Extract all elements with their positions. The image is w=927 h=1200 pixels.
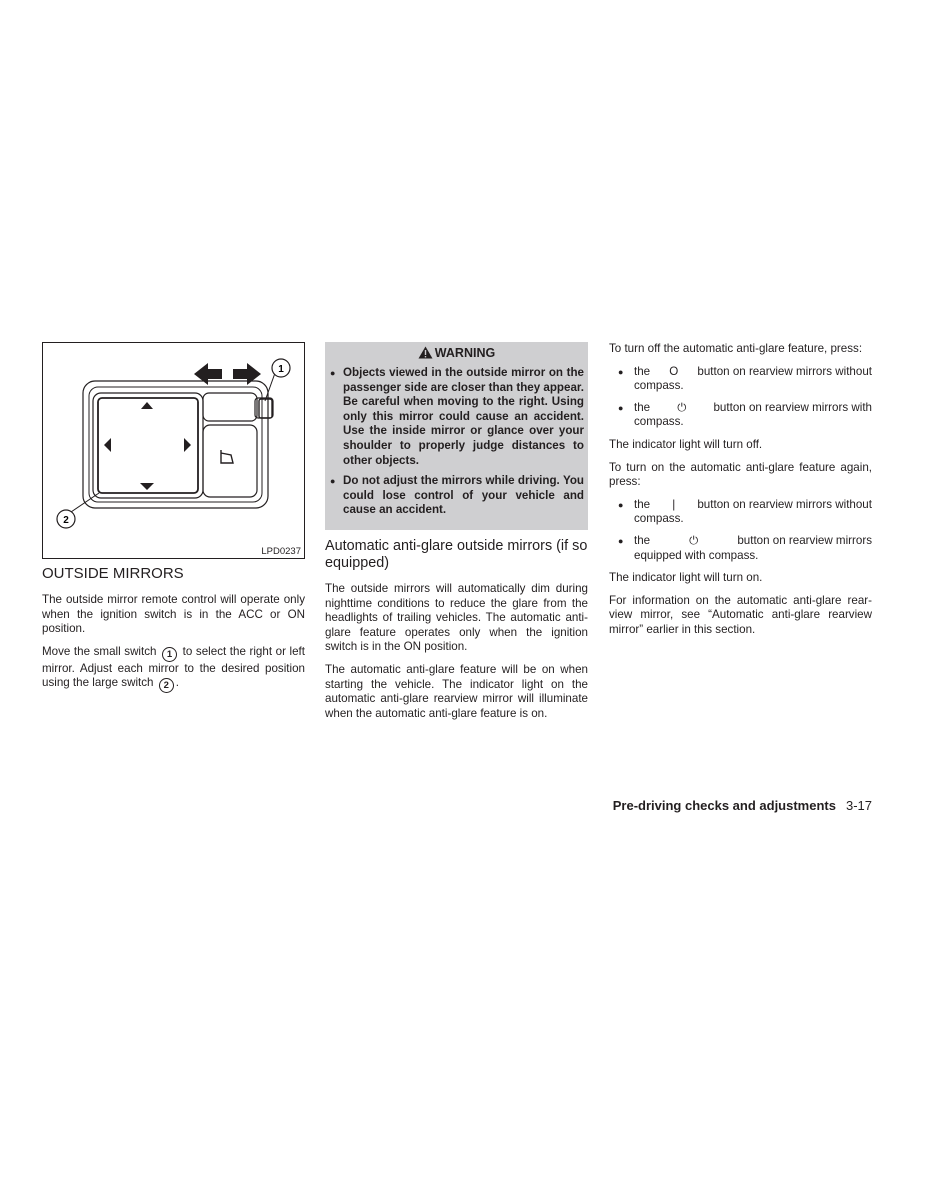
turn-off-item: ● the O button on rearview mirrors without compass. (609, 365, 872, 394)
warning-list (329, 366, 584, 518)
section-heading: OUTSIDE MIRRORS (42, 565, 184, 582)
column-left (42, 342, 305, 701)
power-button-icon: ⏻ (689, 533, 699, 547)
turn-on-item: ● the ⏻ button on rearview mirrors equipped with compass. (609, 534, 872, 563)
callout-ref-2: 2 (159, 678, 174, 693)
mirror-switch-illustration (43, 343, 304, 558)
turn-off-item: ● the ⏻ button on rearview mirrors with compass. (609, 401, 872, 430)
column-middle (325, 342, 588, 729)
anti-glare-heading: Automatic anti-glare outside mirrors (if so equipped) (325, 537, 588, 571)
footer-section-title: Pre-driving checks and adjustments (612, 798, 836, 813)
off-button-icon: O (669, 364, 679, 378)
turn-off-result: The indicator light will turn off. (609, 437, 763, 451)
page-number: 3-17 (845, 798, 872, 813)
turn-off-list (609, 365, 872, 430)
mirror-control-figure (42, 342, 305, 559)
on-button-icon: | (672, 497, 676, 511)
anti-glare-paragraph-1: The outside mirrors will automatically dim during nighttime conditions to reduce the glare from the headlights of trailing vehicles. The automatic anti-glare feature operates only when the ignition switch is in the ON position. (325, 581, 588, 654)
turn-on-result: The indicator light will turn on. (609, 571, 763, 585)
switch-usage-paragraph: Move the small switch 1 to select the right or left mirror. Adjust each mirror to the desired position using the large switch 2 . (42, 644, 305, 692)
column-right (609, 342, 872, 646)
callout-ref-1: 1 (162, 647, 177, 662)
turn-on-item: ● the | button on rearview mirrors without compass. (609, 498, 872, 527)
warning-box (325, 342, 588, 530)
callout-2: 2 (63, 515, 69, 526)
figure-code: LPD0237 (261, 546, 301, 557)
warning-item: ● Do not adjust the mirrors while driving. You could lose control of your vehicle and cause an accident. (329, 474, 584, 518)
power-button-icon: ⏻ (677, 400, 687, 414)
page-footer (560, 798, 872, 814)
anti-glare-paragraph-2: The automatic anti-glare feature will be on when starting the vehicle. The indicator light on the automatic anti-glare rearview mirror will illuminate when the automatic anti-glare feature is on. (325, 662, 588, 720)
callout-1: 1 (278, 364, 284, 375)
warning-title: WARNING (329, 344, 584, 366)
warning-triangle-icon (418, 346, 433, 359)
turn-off-intro: To turn off the automatic anti-glare feature, press: (609, 342, 863, 355)
warning-item: ● Objects viewed in the outside mirror on the passenger side are closer than they appear. Be careful when moving to the right. Using only this mirror could cause an accident. Use the inside mirror or glance over your shoulder to properly judge distances to other objects. (329, 366, 584, 468)
info-paragraph: For information on the automatic anti-glare rear-view mirror, see “Automatic anti-glare rearview mirror” earlier in this section. (609, 593, 872, 636)
remote-control-paragraph: The outside mirror remote control will operate only when the ignition switch is in the ACC or ON position. (42, 593, 305, 636)
turn-on-list (609, 498, 872, 563)
turn-on-intro: To turn on the automatic anti-glare feature again, press: (609, 460, 872, 489)
